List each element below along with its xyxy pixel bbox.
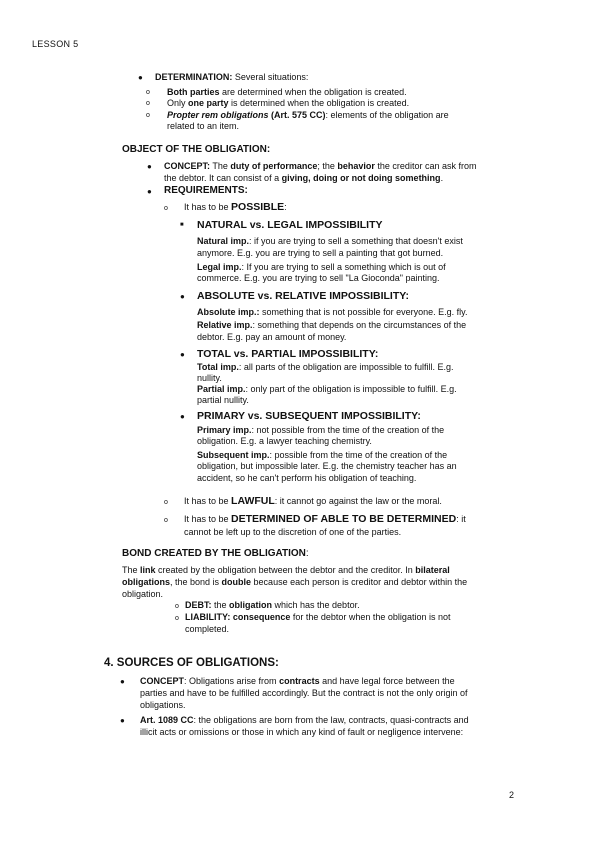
sources-art: Art. 1089 CC: the obligations are born from the law, contracts, quasi-contracts and (140, 715, 469, 725)
circle-bullet-icon: o (146, 112, 150, 119)
definition-line: Partial imp.: only part of the obligation is impossible to fulfill. E.g. (197, 384, 457, 394)
definition-line: Absolute imp.: something that is not possible for everyone. E.g. fly. (197, 307, 468, 317)
liability-line-cont: completed. (185, 624, 230, 634)
lawful-line: It has to be LAWFUL: it cannot go against the law or the moral. (184, 495, 442, 507)
section-heading: 4. SOURCES OF OBLIGATIONS: (104, 657, 279, 669)
circle-bullet-icon: o (175, 615, 179, 622)
definition-line: Legal imp.: If you are trying to sell a something which is out of (197, 262, 446, 272)
definition-line: Relative imp.: something that depends on the circumstances of the (197, 320, 467, 330)
circle-bullet-icon: o (175, 603, 179, 610)
definition-line: Subsequent imp.: possible from the time of the creation of the (197, 450, 448, 460)
square-bullet-icon: ■ (180, 222, 184, 228)
sources-concept: obligations. (140, 700, 186, 710)
subheading: TOTAL vs. PARTIAL IMPOSSIBILITY: (197, 348, 379, 360)
section-title: BOND CREATED BY THE OBLIGATION: (122, 548, 309, 559)
circle-bullet-icon: o (146, 89, 150, 96)
determination-item: Only one party is determined when the obligation is created. (167, 98, 410, 108)
definition-line: obligation, but impossible later. E.g. the chemistry teacher has an (197, 461, 457, 471)
bond-line: obligation. (122, 589, 164, 599)
definition-line: Total imp.: all parts of the obligation are impossible to fulfill. E.g. (197, 362, 454, 372)
bullet-icon: ● (120, 716, 125, 725)
subheading: PRIMARY vs. SUBSEQUENT IMPOSSIBILITY: (197, 410, 421, 422)
liability-line: LIABILITY: consequence for the debtor when the obligation is not (185, 612, 451, 622)
circle-bullet-icon: o (164, 205, 168, 212)
bullet-icon: ● (120, 677, 125, 686)
bullet-icon: ● (147, 187, 152, 196)
concept-line: the debtor. It can consist of a giving, doing or not doing something. (164, 173, 444, 183)
definition-line: nullity. (197, 373, 222, 383)
concept-line: CONCEPT: The duty of performance; the behavior the creditor can ask from (164, 161, 477, 171)
determination-item: Both parties are determined when the obligation is created. (167, 87, 407, 97)
bond-line: The link created by the obligation between the debtor and the creditor. In bilateral (122, 565, 450, 575)
definition-line: obligation. E.g. a lawyer teaching chemistry. (197, 436, 372, 446)
sources-art: illicit acts or omissions or those in which any kind of fault or negligence intervene: (140, 727, 464, 737)
sources-concept: CONCEPT: Obligations arise from contracts and have legal force between the (140, 676, 455, 686)
circle-bullet-icon: o (164, 499, 168, 506)
debt-line: DEBT: the obligation which has the debtor. (185, 600, 360, 610)
determination-item: Propter rem obligations (Art. 575 CC): elements of the obligation are (167, 110, 449, 120)
determined-line: It has to be DETERMINED OF ABLE TO BE DETERMINED: it (184, 513, 466, 525)
determined-line-cont: cannot be left up to the discretion of one of the parties. (184, 527, 402, 537)
bullet-icon: ● (147, 162, 152, 171)
definition-line: anymore. E.g. you are trying to sell a painting that got burned. (197, 248, 444, 258)
definition-line: commerce. E.g. you are trying to sell "La Gioconda" painting. (197, 273, 440, 283)
section-title: OBJECT OF THE OBLIGATION: (122, 144, 271, 155)
lesson-header: LESSON 5 (32, 39, 79, 49)
circle-bullet-icon: o (146, 100, 150, 107)
definition-line: accident, so he can't perform his obligation of teaching. (197, 473, 417, 483)
subheading: NATURAL vs. LEGAL IMPOSSIBILITY (197, 219, 383, 231)
possible-line: It has to be POSSIBLE: (184, 201, 287, 213)
bullet-icon: ● (180, 412, 185, 421)
definition-line: Natural imp.: if you are trying to sell a something that doesn't exist (197, 236, 463, 246)
page-number: 2 (509, 790, 515, 800)
subheading: ABSOLUTE vs. RELATIVE IMPOSSIBILITY: (197, 290, 409, 302)
requirements-heading: REQUIREMENTS: (164, 185, 248, 196)
determination-line: DETERMINATION: Several situations: (155, 72, 309, 82)
definition-line: Primary imp.: not possible from the time of the creation of the (197, 425, 445, 435)
circle-bullet-icon: o (164, 517, 168, 524)
bond-line: obligations, the bond is double because each person is creditor and debtor within the (122, 577, 468, 587)
determination-item-cont: related to an item. (167, 121, 240, 131)
definition-line: debtor. E.g. pay an amount of money. (197, 332, 347, 342)
sources-concept: parties and have to be fulfilled accordingly. But the contract is not the only origin of (140, 688, 468, 698)
definition-line: partial nullity. (197, 395, 249, 405)
bullet-icon: ● (180, 292, 185, 301)
bullet-icon: ● (138, 73, 143, 82)
bullet-icon: ● (180, 350, 185, 359)
